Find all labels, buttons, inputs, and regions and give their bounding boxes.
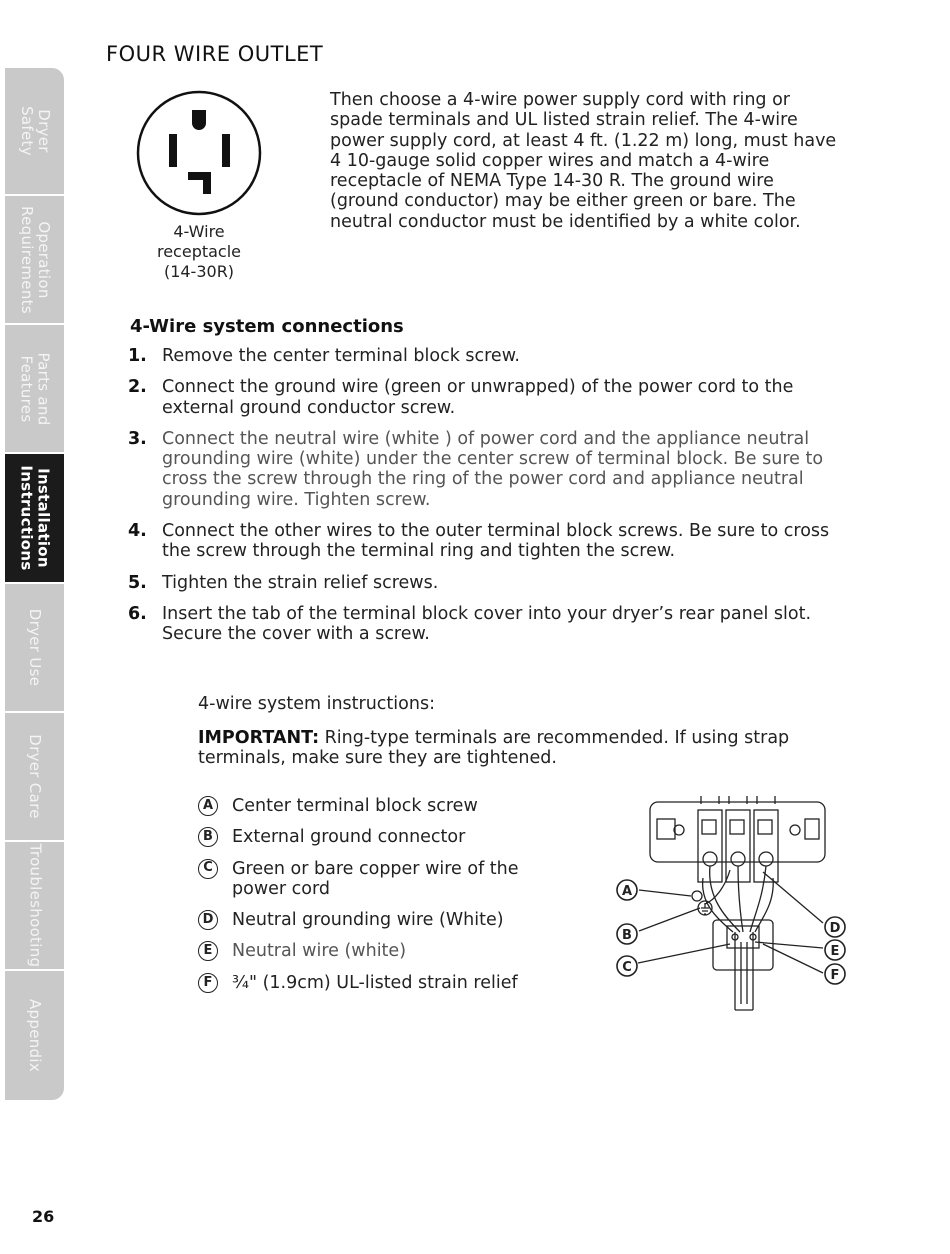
step-number: 5. [128,572,147,593]
sidebar-tab-dryer-use[interactable] [5,584,64,711]
diagram-label-a: A [621,884,633,899]
list-item [128,573,840,593]
legend-text: Neutral grounding wire (White) [232,910,504,931]
sidebar-tab-dryer-care[interactable] [5,713,64,840]
important-text: Ring-type terminals are recommended. If using strap terminals, make sure they are tightened. [198,728,790,769]
important-label: IMPORTANT: [198,728,320,748]
step-text: Tighten the strain relief screws. [162,572,439,593]
section-heading: 4-Wire system connections [130,316,404,337]
sidebar-tab-label: Dryer Care [26,734,44,819]
step-text: Connect the neutral wire (white ) of power cord and the appliance neutral grounding wire (white) under the center screw of terminal block. Be sure to cross the screw through the ring of the power cord and appliance neutral grounding wire. Tighten screw. [162,428,824,510]
legend-item [198,827,578,847]
step-text: Insert the tab of the terminal block cover into your dryer’s rear panel slot. Secure the cover with a screw. [162,603,812,645]
step-text: Connect the other wires to the outer terminal block screws. Be sure to cross the screw through the terminal ring and tighten the screw. [162,521,830,562]
steps-list [128,346,840,656]
instructions-heading: 4-wire system instructions: [198,694,435,714]
sidebar-tab-label: Operation Requirements [17,205,53,314]
diagram-label-b: B [622,928,632,943]
list-item [128,521,840,562]
receptacle-caption: 4-Wire receptacle (14-30R) [156,222,242,281]
terminal-block-diagram [605,792,855,1022]
step-number: 3. [128,428,147,449]
page-title: FOUR WIRE OUTLET [106,42,324,66]
letter-e-icon: E [198,941,218,961]
letter-a-icon: A [198,796,218,816]
legend-text: Green or bare copper wire of the power cord [232,858,519,899]
sidebar-tab-label: Installation Instructions [17,465,53,571]
legend-text: Neutral wire (white) [232,941,407,962]
legend-text: ¾" (1.9cm) UL-listed strain relief [232,972,518,993]
letter-d-icon: D [198,910,218,930]
list-item [128,604,840,645]
legend-item [198,859,578,900]
receptacle-14-30r-icon [136,90,262,216]
intro-paragraph: Then choose a 4-wire power supply cord with ring or spade terminals and UL listed strain relief. The 4-wire power supply cord, at least 4 ft. (1.22 m) long, must have 4 10-gauge solid copper wires and match a 4-wire receptacle of NEMA Type 14-30 R. The ground wire (ground conductor) may be either green or bare. The neutral conductor must be identified by a white color. [330,90,837,232]
sidebar-tab-appendix[interactable] [5,971,64,1100]
step-number: 4. [128,521,147,542]
letter-f-icon: F [198,973,218,993]
step-text: Remove the center terminal block screw. [162,346,520,366]
sidebar-tab-label: Dryer Use [26,608,45,687]
page-number: 26 [32,1207,55,1226]
list-item [128,429,840,510]
legend-item [198,973,578,993]
diagram-label-d: D [829,921,841,936]
legend-text: Center terminal block screw [232,796,478,816]
letter-c-icon: C [198,859,218,879]
sidebar-tab-troubleshooting[interactable] [5,842,64,969]
step-number: 2. [128,377,147,398]
sidebar-tab-label: Troubleshooting [26,843,44,968]
diagram-label-e: E [830,944,840,959]
step-text: Connect the ground wire (green or unwrapped) of the power cord to the external ground conductor screw. [162,377,794,418]
legend-text: External ground connector [232,827,466,848]
legend-list [198,796,578,1004]
legend-item [198,941,578,961]
letter-b-icon: B [198,827,218,847]
important-note [198,728,828,769]
sidebar-tab-label: Dryer Safety [17,106,53,156]
diagram-label-f: F [830,968,840,983]
sidebar-tab-operation-requirements[interactable] [5,196,64,323]
legend-item [198,910,578,930]
diagram-label-c: C [622,960,632,975]
sidebar-tab-parts-and-features[interactable] [5,325,64,452]
step-number: 1. [128,346,147,366]
step-number: 6. [128,603,147,624]
legend-item [198,796,578,816]
list-item [128,377,840,418]
sidebar-tab-label: Parts and Features [17,351,53,426]
sidebar-tab-installation-instructions[interactable] [5,454,64,582]
sidebar-tab-label: Appendix [26,998,45,1073]
list-item [128,346,840,366]
sidebar-tab-dryer-safety[interactable] [5,68,64,194]
